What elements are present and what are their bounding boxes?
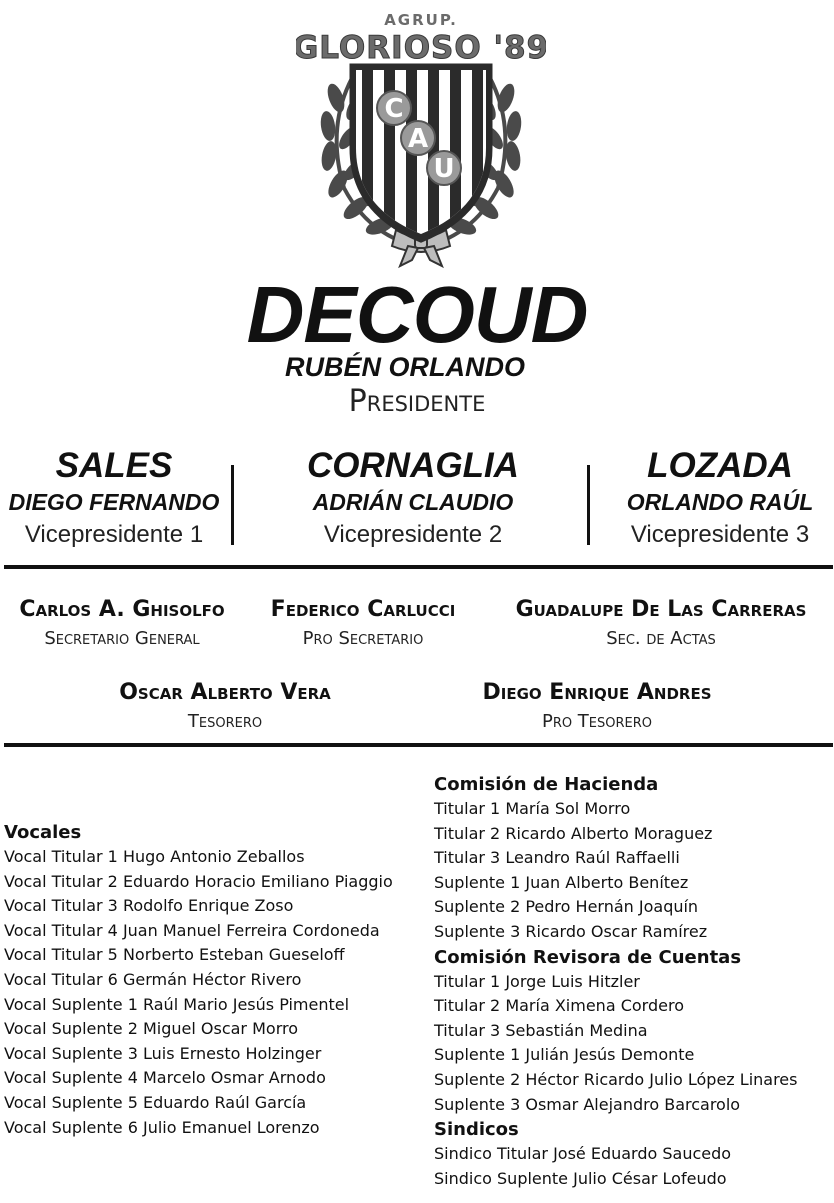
list-item: Vocal Suplente 6 Julio Emanuel Lorenzo <box>4 1117 320 1137</box>
vp-name: DIEGO FERNANDO <box>8 489 220 515</box>
list-item: Titular 1 Jorge Luis Hitzler <box>434 971 640 991</box>
list-item: Suplente 3 Osmar Alejandro Barcarolo <box>434 1094 741 1114</box>
vp-name: ADRIÁN CLAUDIO <box>312 489 514 515</box>
list-item: Suplente 2 Pedro Hernán Joaquín <box>434 897 699 917</box>
president-role: Presidente <box>348 384 486 419</box>
horizontal-divider <box>4 565 833 569</box>
vp-role: Vicepresidente 1 <box>24 521 204 548</box>
officer-role: Tesorero <box>187 711 263 732</box>
officer-name: Guadalupe De Las Carreras <box>515 597 807 622</box>
officer-role: Pro Tesorero <box>541 711 653 732</box>
list-item: Suplente 1 Julián Jesús Demonte <box>434 1045 695 1065</box>
list-item: Vocal Titular 4 Juan Manuel Ferreira Cordoneda <box>4 920 380 940</box>
officer-sec-actas <box>488 596 834 652</box>
list-item: Suplente 2 Héctor Ricardo Julio López Linares <box>434 1069 798 1089</box>
officer-role: Sec. de Actas <box>606 628 716 649</box>
logo-letter: U <box>433 154 455 184</box>
officer-pro-tesorero <box>446 679 748 735</box>
section-heading: Sindicos <box>434 1119 519 1141</box>
vice-president-3 <box>602 446 834 552</box>
list-item: Vocal Titular 2 Eduardo Horacio Emiliano Piaggio <box>4 871 393 891</box>
section-heading: Comisión de Hacienda <box>434 774 659 795</box>
list-item: Vocal Suplente 3 Luis Ernesto Holzinger <box>4 1043 322 1063</box>
officer-name: Oscar Alberto Vera <box>119 680 331 705</box>
list-item: Titular 3 Leandro Raúl Raffaelli <box>434 848 680 868</box>
list-item: Vocal Titular 1 Hugo Antonio Zeballos <box>4 847 305 866</box>
list-item: Sindico Suplente Julio César Lofeudo <box>434 1168 727 1188</box>
club-emblem <box>296 8 546 270</box>
officer-role: Secretario General <box>44 628 200 649</box>
vp-surname: CORNAGLIA <box>307 446 519 485</box>
list-item: Vocal Suplente 1 Raúl Mario Jesús Pimentel <box>4 994 350 1014</box>
officer-secretario-general <box>0 596 244 652</box>
officer-tesorero <box>90 679 360 735</box>
vertical-divider <box>587 465 590 545</box>
list-item: Vocal Titular 6 Germán Héctor Rivero <box>4 969 302 989</box>
list-item: Titular 1 María Sol Morro <box>434 799 631 818</box>
vp-surname: LOZADA <box>647 446 793 485</box>
officer-pro-secretario <box>248 596 478 652</box>
section-heading: Comisión Revisora de Cuentas <box>434 946 742 968</box>
list-item: Titular 2 Ricardo Alberto Moraguez <box>434 823 713 843</box>
list-item: Vocal Suplente 5 Eduardo Raúl García <box>4 1092 307 1112</box>
list-item: Vocal Titular 3 Rodolfo Enrique Zoso <box>4 896 294 916</box>
commissions-section <box>434 772 797 1191</box>
vice-president-2 <box>295 446 531 552</box>
logo-letter: C <box>384 94 404 124</box>
logo-top-text: AGRUP. <box>384 11 458 29</box>
shield-laurel-icon <box>296 8 546 270</box>
vp-surname: SALES <box>55 446 173 485</box>
logo-letter: A <box>407 124 429 154</box>
list-item: Suplente 1 Juan Alberto Benítez <box>434 872 689 892</box>
horizontal-divider <box>4 743 833 747</box>
president-name: RUBÉN ORLANDO <box>285 352 525 382</box>
list-item: Titular 2 María Ximena Cordero <box>434 996 684 1016</box>
list-item: Vocal Titular 5 Norberto Esteban Gueseloff <box>4 945 345 965</box>
vertical-divider <box>231 465 234 545</box>
logo-main-text: GLORIOSO '89 <box>296 30 546 66</box>
list-item: Titular 3 Sebastián Medina <box>434 1020 648 1040</box>
vp-role: Vicepresidente 2 <box>323 521 503 548</box>
officer-name: Diego Enrique Andres <box>482 680 712 705</box>
list-item: Vocal Suplente 2 Miguel Oscar Morro <box>4 1019 298 1039</box>
list-item: Suplente 3 Ricardo Oscar Ramírez <box>434 921 708 941</box>
officer-role: Pro Secretario <box>302 628 424 649</box>
vp-role: Vicepresidente 3 <box>630 521 810 548</box>
officer-name: Carlos A. Ghisolfo <box>19 597 225 622</box>
section-heading: Vocales <box>4 822 82 843</box>
officer-name: Federico Carlucci <box>270 597 456 622</box>
list-item: Vocal Suplente 4 Marcelo Osmar Arnodo <box>4 1068 326 1088</box>
president-surname: DECOUD <box>246 270 588 359</box>
vp-name: ORLANDO RAÚL <box>626 489 814 515</box>
vice-president-1 <box>0 446 232 552</box>
vocales-section <box>4 820 393 1140</box>
list-item: Sindico Titular José Eduardo Saucedo <box>434 1144 732 1164</box>
